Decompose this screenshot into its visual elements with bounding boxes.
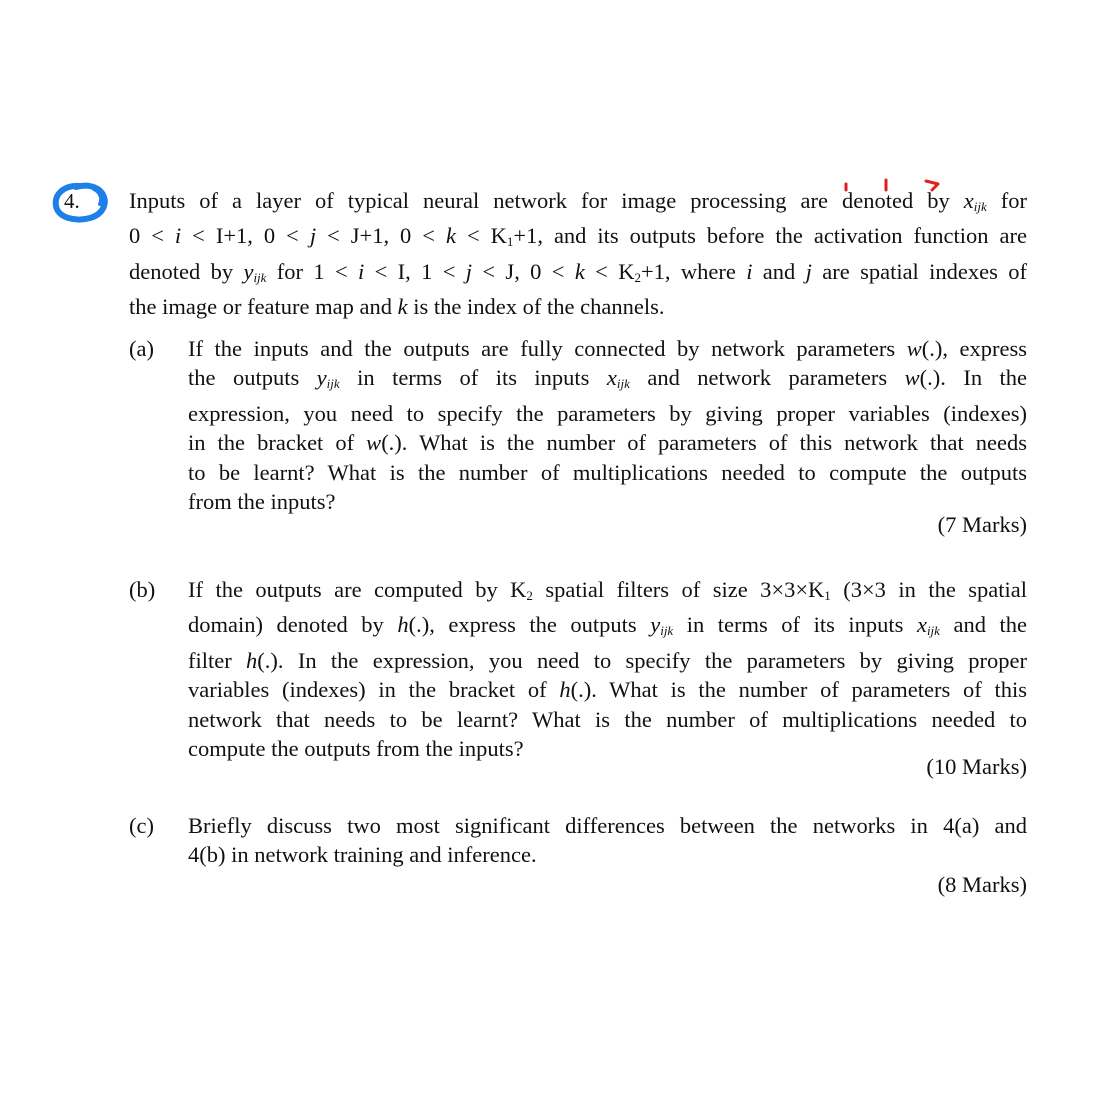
blue-circle-annotation-icon bbox=[50, 180, 112, 226]
part-a-marks: (7 Marks) bbox=[937, 512, 1027, 537]
intro-line-4: the image or feature map and k is the index of the channels. bbox=[129, 294, 665, 320]
part-c-text: Briefly discuss two most significant differences between the networks in 4(a) and 4(b) in network training and inference. bbox=[188, 813, 1027, 868]
part-b-label: (b) bbox=[129, 577, 156, 602]
part-c-label: (c) bbox=[129, 813, 154, 838]
intro-line-2: 0 < i < I+1, 0 < j < J+1, $0 < k < K_1+1$, and its outputs before the activation function are bbox=[129, 223, 1027, 250]
part-c bbox=[129, 811, 1027, 871]
part-c-marks: (8 Marks) bbox=[937, 872, 1027, 897]
question-number-marker bbox=[50, 180, 112, 226]
question-intro bbox=[129, 186, 1027, 322]
part-b-marks: (10 Marks) bbox=[926, 754, 1027, 779]
part-a-text: If the inputs and the outputs are fully connected by network parameters w(.), express the outputs $y_{ijk}$ in terms of its inputs $x_{ijk}$ and network parameters w(.). In the expression, you need to specify the parameters by giving proper variables (indexes) in the bracket of w(.). What is the number of parameters of this network that needs to be learnt? What is the number of multiplications needed to compute the outputs from the inputs? bbox=[188, 336, 1028, 515]
intro-line-1: Inputs of a layer of typical neural network for image processing are denoted by $x_{ijk}$ for bbox=[129, 188, 1027, 214]
part-a-label: (a) bbox=[129, 336, 154, 361]
intro-line-3: denoted by $y_{ijk}$ for 1 < i < I, 1 < j < J, $0 < k < K_2+1$, where i and j are spatial indexes of bbox=[129, 258, 1027, 285]
part-b bbox=[129, 575, 1028, 762]
part-b-text: If the outputs are computed by $K_2$ spatial filters of size $3\times 3\times K_1$ (3×3 in the spatial domain) denoted by h(.), express the outputs $y_{ijk}$ in terms of its inputs $x_{ijk}$ and the filter h(.). In the expression, you need to specify the parameters by giving proper variables (indexes) in the bracket of h(.). What is the number of parameters of this network that needs to be learnt? What is the number of multiplications needed to compute the outputs from the inputs? bbox=[188, 577, 1028, 762]
part-a bbox=[129, 334, 1027, 514]
question-number: 4. bbox=[64, 189, 80, 213]
